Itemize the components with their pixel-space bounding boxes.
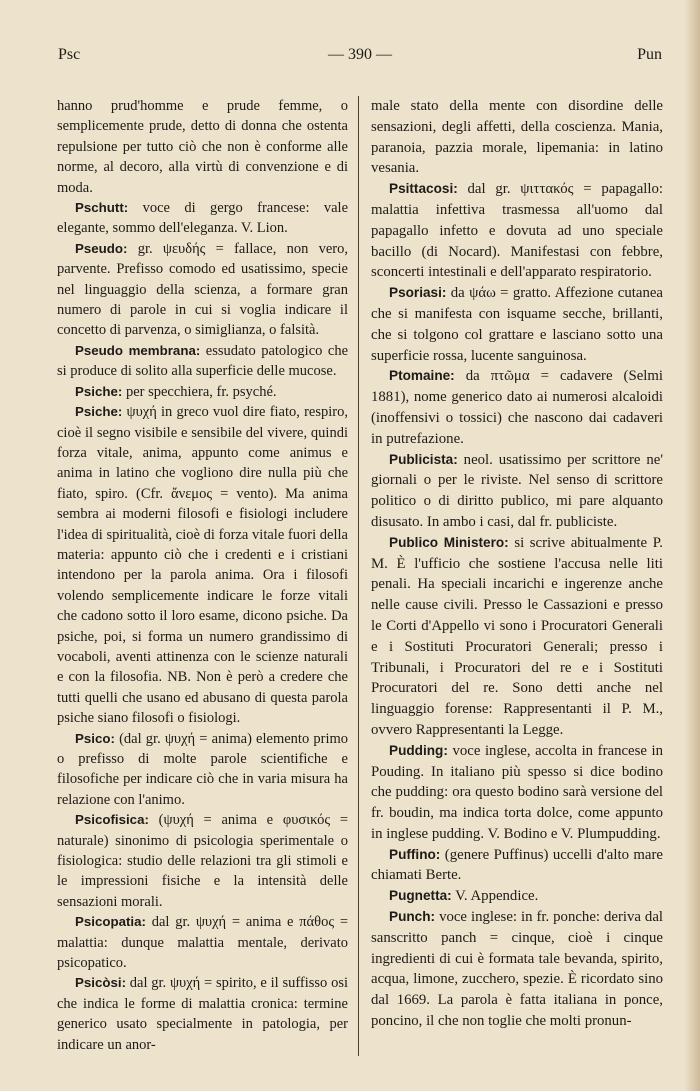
entry-continuation: [371, 96, 663, 179]
entry-text: gr. ψευδής = fallace, non vero, parvente. Prefisso comodo ed usatissimo, specie nel linguaggio della scienza, a formare gran numero di parole in cui si voglia indicare il concetto di parvenza, o simiglianza, o falsità.: [57, 240, 348, 339]
entry-headword: Pugnetta:: [389, 888, 452, 904]
dictionary-entry: [57, 239, 348, 341]
dictionary-entry: [371, 886, 663, 907]
running-header: [58, 46, 662, 68]
dictionary-entry: [371, 907, 663, 1032]
entry-headword: Psicòsi:: [75, 975, 126, 991]
entry-headword: Publicista:: [389, 451, 458, 467]
entry-text: neol. usatissimo per scrittore ne' giornali o per le riviste. Nel senso di scrittore politico o di diritto publico, mi pare alquanto disusato. In ambo i casi, dal fr. publiciste.: [371, 451, 663, 530]
dictionary-entry: [371, 845, 663, 887]
entry-headword: Ptomaine:: [389, 368, 455, 384]
entry-text: essudato patologico che si produce di solito alla superficie delle mucose.: [57, 342, 349, 380]
dictionary-entry: [371, 283, 663, 366]
entry-text: dal gr. ψυχή = anima e πάθος = malattia: dunque malattia mentale, derivato psicopatico.: [57, 914, 349, 972]
entry-headword: Publico Ministero:: [389, 534, 509, 550]
entry-text: voce inglese: in fr. ponche: deriva dal sanscritto panch = cinque, cioè i cinque ingredienti di cui è formata tale bevanda, spirito, acqua, limone, zucchero, spezie. È ricordato sino dal 1669. La parola è fatta italiana in ponce, poncino, il che non toglie che molti pronun-: [371, 909, 663, 1030]
entry-text: hanno prud'homme e prude femme, o semplicemente prude, detto di donna che ostenta repulsione per tutto ciò che non è conforme alle norme, al decoro, alla virtù di convenzione e di moda.: [57, 98, 348, 196]
entry-headword: Puffino:: [389, 846, 441, 862]
entry-text: voce inglese, accolta in francese in Pouding. In italiano più spesso si dice bodino che pudding: ora questo bodino sarà versione del fr. boudin, ma indica torta dolce, come appunto in inglese pudding. V. Bodino e V. Plumpudding.: [371, 742, 663, 842]
page-edge-shading: [684, 0, 700, 1091]
dictionary-entry: [57, 729, 348, 811]
entry-text: (dal gr. ψυχή = anima) elemento primo o prefisso di molte parole scientifiche e filosofiche per indicare ciò che in varia misura ha relazione con l'animo.: [57, 730, 349, 808]
entry-continuation: [57, 96, 348, 198]
entry-headword: Psittacosi:: [389, 181, 458, 197]
entry-text: voce di gergo francese: vale elegante, sommo dell'eleganza. V. Lion.: [57, 200, 349, 237]
entry-text: dal gr. ψιττακός = papagallo: malattia infettiva trasmessa all'uomo dal papagallo infetto e dovuta ad uno speciale bacillo (di Nocard). Manifestasi con febbre, sconcerti intestinali e dell'apparato respiratorio.: [371, 181, 663, 281]
entry-text: ψυχή in greco vuol dire fiato, respiro, cioè il segno visibile e sensibile del vivere, quindi forza vitale, anima, appunto come animus e anima in latino che vogliono dire nulla più che fiato, spiro. (Cfr. ἄνεμος = vento). Ma anima sembra ai moderni filosofi e fisiologi includere l'idea di spiritualità, cioè di forza vitale fuori della materia: appunto ciò che i credenti e i cristiani intendono per la parola anima. Ora i filosofi volendo semplicemente indicare le forze vitali che cadono sotto il loro esame, dicono psiche. Da psiche, poi, si forma un numero grandissimo di vocaboli, aventi attinenza con le scienze naturali e con la filosofia. NB. Non è però a credere che tutti quelli che usano ed abusano di questa parola psiche siano filosofi o fisiologi.: [57, 404, 348, 727]
dictionary-entry: [371, 179, 663, 283]
dictionary-entry: [371, 366, 663, 449]
entry-text: da ψάω = gratto. Affezione cutanea che si manifesta con isquame secche, brillanti, che si tolgono col grattare e lasciano sotto una superficie rossa, lucente sanguinosa.: [371, 285, 663, 364]
dictionary-entry: [57, 810, 348, 912]
dictionary-entry: [371, 741, 663, 845]
entry-headword: Pseudo:: [75, 240, 128, 256]
entry-headword: Pschutt:: [75, 200, 129, 216]
entry-headword: Pudding:: [389, 742, 448, 758]
left-column: [57, 96, 348, 1055]
header-right-guide-word: Pun: [637, 46, 662, 63]
dictionary-entry: [57, 912, 348, 973]
column-divider: [358, 96, 359, 1056]
entry-text: per specchiera, fr. psyché.: [125, 383, 277, 400]
dictionary-entry: [57, 402, 348, 729]
entry-headword: Psiche:: [75, 383, 123, 399]
dictionary-entry: [57, 198, 348, 239]
entry-headword: Psicopatia:: [75, 914, 146, 930]
entry-text: V. Appendice.: [455, 888, 539, 905]
entry-text: da πτῶμα = cadavere (Selmi 1881), nome generico dato ai numerosi alcaloidi (inoffensivi o tossici) che nascono dai cadaveri in putrefazione.: [371, 368, 664, 447]
header-left-guide-word: Psc: [58, 46, 81, 63]
entry-headword: Psoriasi:: [389, 285, 447, 301]
dictionary-entry: [57, 973, 348, 1055]
entry-text: (ψυχή = anima e φυσικός = naturale) sinonimo di psicologia sperimentale o fisiologica: studio delle relazioni tra gli stimoli e le impressioni fisiche e la intensità delle sensazioni morali.: [57, 812, 349, 910]
dictionary-entry: [57, 341, 348, 382]
entry-headword: Pseudo membrana:: [75, 342, 201, 358]
entry-text: (genere Puffinus) uccelli d'alto mare chiamati Berte.: [371, 846, 663, 884]
entry-text: si scrive abitualmente P. M. È l'ufficio che sostiene l'accusa nelle liti penali. Ha speciali incarichi e ingerenze anche nelle cause civili. Presso le Cassazioni e presso le Corti d'Appello vi sono i Procuratori Generali e i Sostituti Procuratori Generali; presso i Tribunali, i Procuratori del re e i Sostituti Procuratori del re. Sono detti anche nel linguaggio forense: Rappresentanti il P. M., ovvero Rappresentanti la Legge.: [371, 534, 663, 738]
right-column: [371, 96, 663, 1032]
dictionary-entry: [57, 382, 348, 402]
dictionary-entry: [371, 533, 663, 741]
dictionary-entry: [371, 450, 663, 533]
entry-text: male stato della mente con disordine delle sensazioni, degli affetti, della coscienza. Mania, paranoia, pazzia morale, lipemania: in latino vesania.: [371, 98, 663, 177]
page-number: — 390 —: [328, 46, 392, 63]
entry-text: dal gr. ψυχή = spirito, e il suffisso osi che indica le forme di malattia cronica: termine generico usato specialmente in patologia, per indicare un anor-: [57, 975, 348, 1053]
entry-headword: Psicofisica:: [75, 812, 149, 828]
entry-headword: Psico:: [75, 730, 115, 746]
entry-headword: Punch:: [389, 909, 436, 925]
entry-headword: Psiche:: [75, 404, 123, 420]
